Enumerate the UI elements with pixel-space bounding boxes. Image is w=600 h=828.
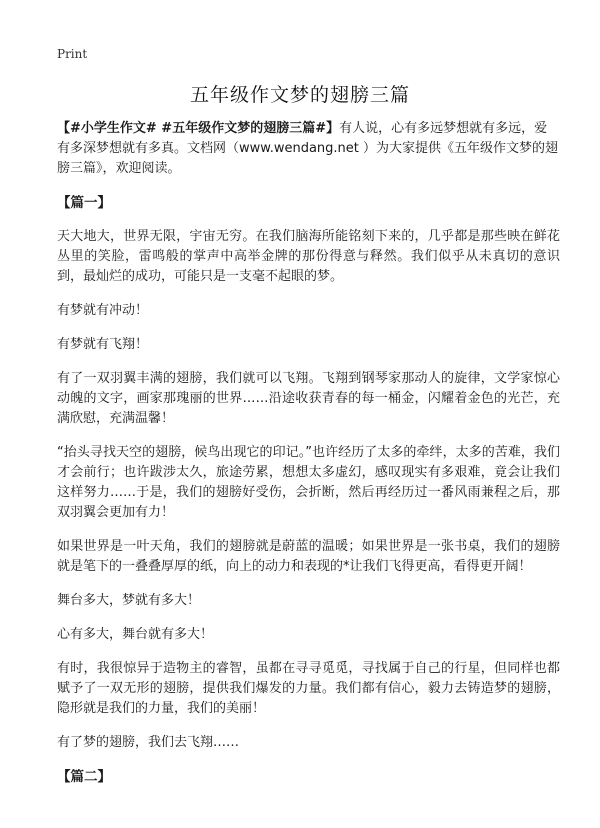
intro-tag: 【#小学生作文# #五年级作文梦的翅膀三篇#】 bbox=[57, 121, 340, 136]
paragraph: “抬头寻找天空的翅膀，候鸟出现它的印记。”也许经历了太多的牵绊，太多的苦难，我们才会前行；也许跋涉太久，旅途劳累，想想太多虚幻，感叹现实有多艰难，竟会让我们这样努力……于是，我们的翅膀好受伤，会折断，然后再经历过一番风雨兼程之后，那双羽翼会更加有力！ bbox=[57, 445, 560, 520]
section-heading-2: 【篇二】 bbox=[57, 769, 111, 785]
paragraph: 有梦就有冲动！ bbox=[57, 303, 149, 318]
paragraph: 如果世界是一叶天角，我们的翅膀就是蔚蓝的温暖；如果世界是一张书桌，我们的翅膀就是笔下的一叠叠厚厚的纸，向上的动力和表现的*让我们飞得更高，看得更开阔！ bbox=[57, 539, 560, 574]
paragraph: 有了梦的翅膀，我们去飞翔…… bbox=[57, 735, 240, 750]
paragraph: 有梦就有飞翔！ bbox=[57, 337, 149, 352]
paragraph: 有时，我很惊异于造物主的睿智，虽都在寻寻觅觅，寻找属于自己的行星，但同样也都赋予了一双无形的翅膀，提供我们爆发的力量。我们都有信心，毅力去铸造梦的翅膀，隐形就是我们的力量，我们的美丽！ bbox=[57, 661, 560, 716]
document-body bbox=[57, 119, 560, 801]
intro-paragraph bbox=[57, 119, 560, 179]
print-label: Print bbox=[57, 47, 88, 61]
page-title: 五年级作文梦的翅膀三篇 bbox=[189, 84, 410, 106]
paragraph: 有了一双羽翼丰满的翅膀，我们就可以飞翔。飞翔到钢琴家那动人的旋律，文学家惊心动魄的文字，画家那瑰丽的世界……沿途收获青春的每一桶金，闪耀着金色的光芒，充满欣慰，充满温馨！ bbox=[57, 371, 560, 426]
paragraph: 心有多大，舞台就有多大！ bbox=[57, 627, 214, 642]
section-heading-1: 【篇一】 bbox=[57, 195, 111, 211]
paragraph: 舞台多大，梦就有多大！ bbox=[57, 593, 201, 608]
paragraph: 天大地大，世界无限，宇宙无穷。在我们脑海所能铭刻下来的，几乎都是那些映在鲜花丛里的笑脸，雷鸣般的掌声中高举金牌的那份得意与释然。我们似乎从未真切的意识到，最灿烂的成功，可能只是一支毫不起眼的梦。 bbox=[57, 229, 560, 284]
intro-text: 有人说，心有多远梦想就有多远，爱有多深梦想就有多真。文档网（www.wendang.net ）为大家提供《五年级作文梦的翅膀三篇》，欢迎阅读。 bbox=[57, 121, 559, 176]
